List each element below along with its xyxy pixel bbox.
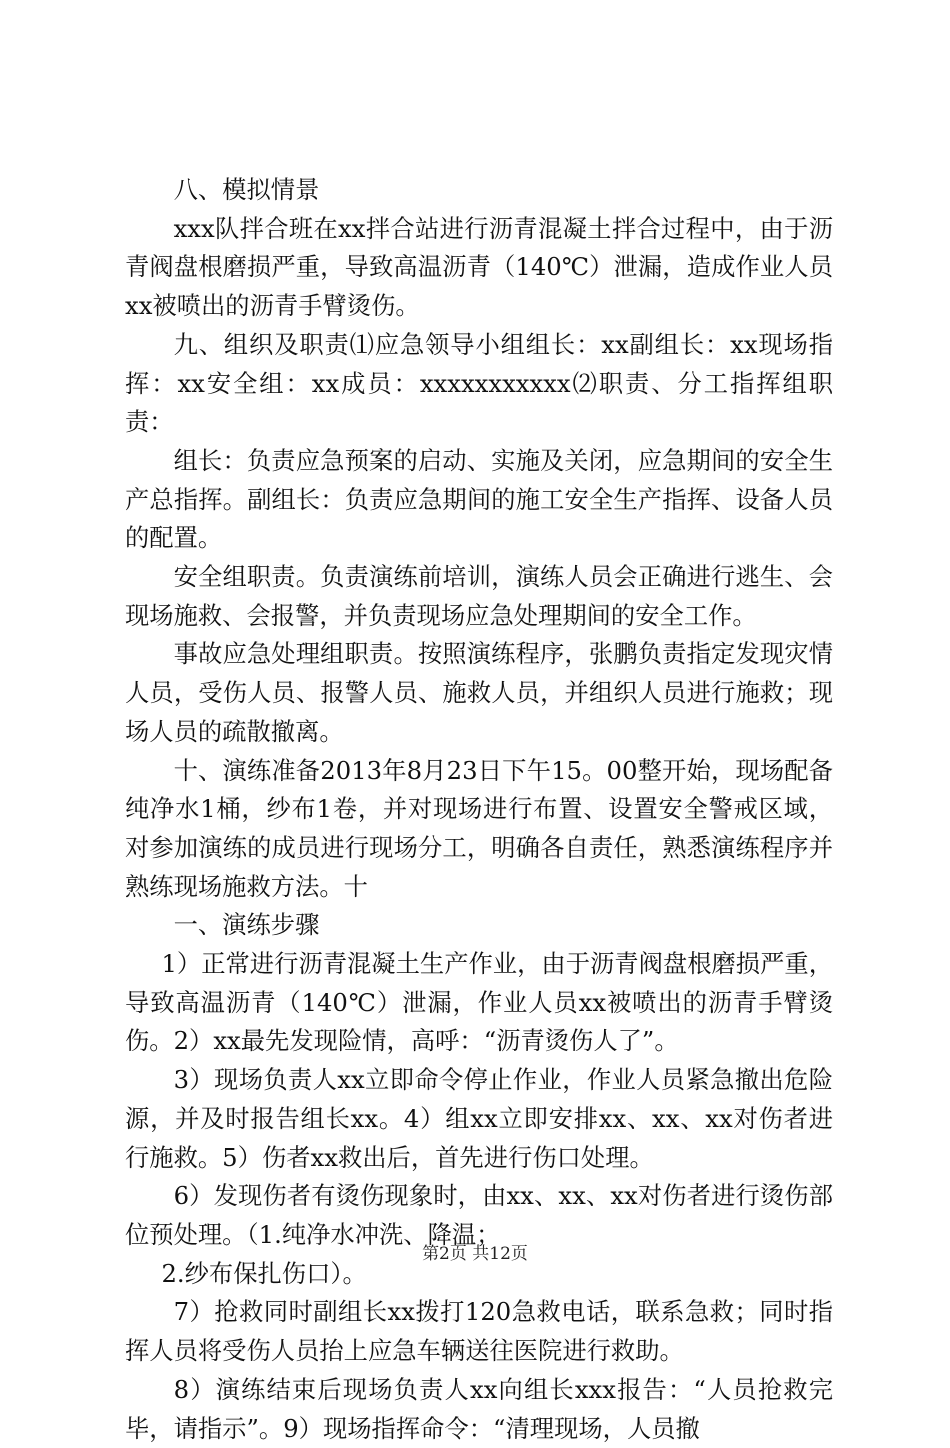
paragraph-organization: 九、组织及职责⑴应急领导小组组长：xx副组长：xx现场指挥：xx安全组：xx成员：xxxxxxxxxxx⑵职责、分工指挥组职责： (125, 329, 833, 437)
page-number-footer: 第2页 共12页 (422, 1244, 528, 1264)
paragraph-step-7: 7）抢救同时副组长xx拨打120急救电话，联系急救；同时指挥人员将受伤人员抬上应急车辆送往医院进行救助。 (125, 1297, 833, 1366)
paragraph-leader-duties: 组长：负责应急预案的启动、实施及关闭，应急期间的安全生产总指挥。副组长：负责应急期间的施工安全生产指挥、设备人员的配置。 (125, 445, 833, 553)
paragraph-accident-group: 事故应急处理组职责。按照演练程序，张鹏负责指定发现灾情人员，受伤人员、报警人员、施救人员，并组织人员进行施救；现场人员的疏散撤离。 (125, 639, 833, 746)
paragraph-preparation: 十、演练准备2013年8月23日下午15。00整开始，现场配备纯净水1桶，纱布1卷，并对现场进行布置、设置安全警戒区域，对参加演练的成员进行现场分工，明确各自责任，熟悉演练程序并熟练现场施救方法。十 (125, 755, 833, 901)
paragraph-step-6-cont: 2.纱布保扎伤口）。 (161, 1258, 367, 1288)
paragraph-step-8-9: 8）演练结束后现场负责人xx向组长xxx报告：“人员抢救完毕，请指示”。9）现场指挥命令：“清理现场，人员撤 (125, 1374, 833, 1443)
paragraph-step-3-5: 3）现场负责人xx立即命令停止作业，作业人员紧急撤出危险源，并及时报告组长xx。4）组xx立即安排xx、xx、xx对伤者进行施救。5）伤者xx救出后，首先进行伤口处理。 (125, 1065, 833, 1172)
section-heading-steps: 一、演练步骤 (173, 910, 320, 940)
paragraph-step-6: 6）发现伤者有烫伤现象时，由xx、xx、xx对伤者进行烫伤部位预处理。（1.纯净水冲洗、降温； (125, 1181, 833, 1249)
paragraph-scenario: xxx队拌合班在xx拌合站进行沥青混凝土拌合过程中，由于沥青阀盘根磨损严重，导致高温沥青（140℃）泄漏，造成作业人员xx被喷出的沥青手臂烫伤。 (125, 213, 833, 321)
paragraph-step-1-2: 1）正常进行沥青混凝土生产作业，由于沥青阀盘根磨损严重，导致高温沥青（140℃）泄漏，作业人员xx被喷出的沥青手臂烫伤。2）xx最先发现险情，高呼：“沥青烫伤人了”。 (125, 949, 833, 1056)
section-heading-scenario: 八、模拟情景 (173, 175, 320, 204)
paragraph-safety-group: 安全组职责。负责演练前培训，演练人员会正确进行逃生、会现场施救、会报警，并负责现场应急处理期间的安全工作。 (125, 562, 833, 630)
